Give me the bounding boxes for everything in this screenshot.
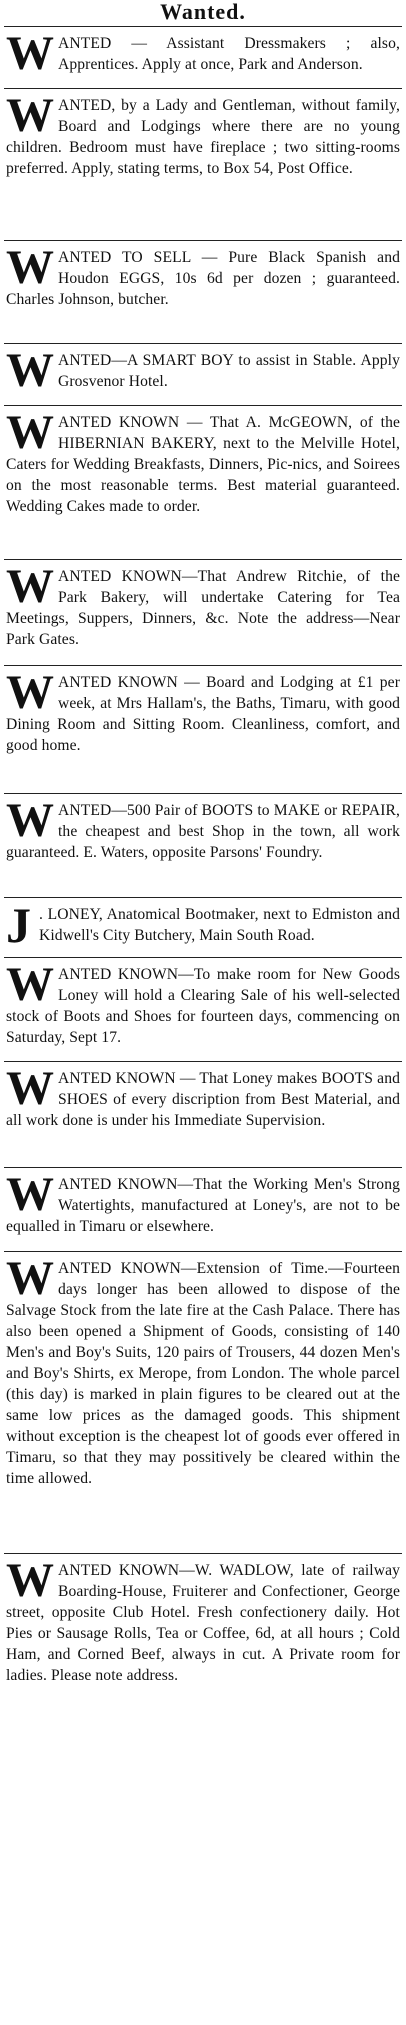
drop-cap: W [6,1252,54,1305]
drop-cap: W [6,241,54,294]
drop-cap: W [6,1554,54,1607]
classified-ad [4,958,402,1062]
ad-text: ANTED, by a Lady and Gentleman, without family, Board and Lodgings where there are no young children. Bedroom must have fireplace ; two sitting-rooms preferred. Apply, stating terms, to Box 54, Post Office. [6,97,400,177]
ad-text: ANTED KNOWN—That Andrew Ritchie, of the Park Bakery, will undertake Catering for Tea Meetings, Suppers, Dinners, &c. Note the address—Near Park Gates. [6,568,400,648]
section-heading: Wanted. [4,0,402,27]
ad-text: ANTED KNOWN—Extension of Time.—Fourteen days longer has been allowed to dispose of the Salvage Stock from the late fire at the Cash Palace. There has also been opened a Shipment of Goods, consisting of 140 Men's and Boy's Suits, 120 pairs of Trousers, 44 dozen Men's and Boy's Shirts, ex Merope, from London. The whole parcel (this day) is marked in plain figures to be cleared out at the same low prices as the damaged goods. This shipment without exception is the cheapest lot of goods ever offered in Timaru, so that they may possitively be cleared within the time allowed. [6,1260,400,1487]
drop-cap: W [6,666,54,719]
drop-cap: W [6,406,54,459]
ad-text: ANTED KNOWN — Board and Lodging at £1 per week, at Mrs Hallam's, the Baths, Timaru, with good Dining Room and Sitting Room. Cleanliness, comfort, and good home. [6,674,400,754]
ad-text: ANTED KNOWN — That Loney makes BOOTS and SHOES of every discription from Best Material, and all work done is under his Immediate Supervision. [6,1070,400,1129]
classified-ad [4,1062,402,1168]
ad-text: ANTED—500 Pair of BOOTS to MAKE or REPAIR, the cheapest and best Shop in the town, all work guaranteed. E. Waters, opposite Parsons' Foundry. [6,802,400,861]
drop-cap: W [6,958,54,1011]
classified-ad [4,27,402,89]
ad-text: ANTED — Assistant Dressmakers ; also, Apprentices. Apply at once, Park and Anderson. [58,35,400,73]
classified-ad [4,794,402,898]
classified-ad [4,560,402,666]
ad-text: ANTED KNOWN—To make room for New Goods Loney will hold a Clearing Sale of his well-selected stock of Boots and Shoes for fourteen days, commencing on Saturday, Sept 17. [6,966,400,1046]
drop-cap: W [6,1168,54,1221]
classified-ad [4,344,402,406]
ad-text: ANTED KNOWN—That the Working Men's Strong Watertights, manufactured at Loney's, are not to be equalled in Timaru or elsewhere. [6,1176,400,1235]
drop-cap: W [6,560,54,613]
ad-text: ANTED KNOWN—W. WADLOW, late of railway Boarding-House, Fruiterer and Confectioner, George street, opposite Club Hotel. Fresh confectionery daily. Hot Pies or Sausage Rolls, Tea or Coffee, 6d, at all hours ; Cold Ham, and Corned Beef, always in cut. A Private room for ladies. Please note address. [6,1562,400,1684]
ad-text: ANTED TO SELL — Pure Black Spanish and Houdon EGGS, 10s 6d per dozen ; guaranteed. Charles Johnson, butcher. [6,249,400,308]
drop-cap: W [6,89,54,142]
classified-ad [4,898,402,958]
classified-ad [4,1252,402,1554]
classified-ad [4,406,402,560]
drop-cap: J [6,898,31,953]
classified-ad [4,241,402,344]
drop-cap: W [6,27,54,80]
classified-ad [4,1554,402,1726]
ad-text: ANTED KNOWN — That A. McGEOWN, of the HIBERNIAN BAKERY, next to the Melville Hotel, Caters for Wedding Breakfasts, Dinners, Pic-nics, and Soirees on the most reasonable terms. Best material guaranteed. Wedding Cakes made to order. [6,414,400,515]
classified-ad [4,1168,402,1252]
drop-cap: W [6,1062,54,1115]
classified-ad [4,89,402,241]
ad-text: . LONEY, Anatomical Bootmaker, next to Edmiston and Kidwell's City Butchery, Main South Road. [39,906,400,944]
ad-text: ANTED—A SMART BOY to assist in Stable. Apply Grosvenor Hotel. [58,352,400,390]
drop-cap: W [6,344,54,397]
drop-cap: W [6,794,54,847]
classified-ad [4,666,402,794]
